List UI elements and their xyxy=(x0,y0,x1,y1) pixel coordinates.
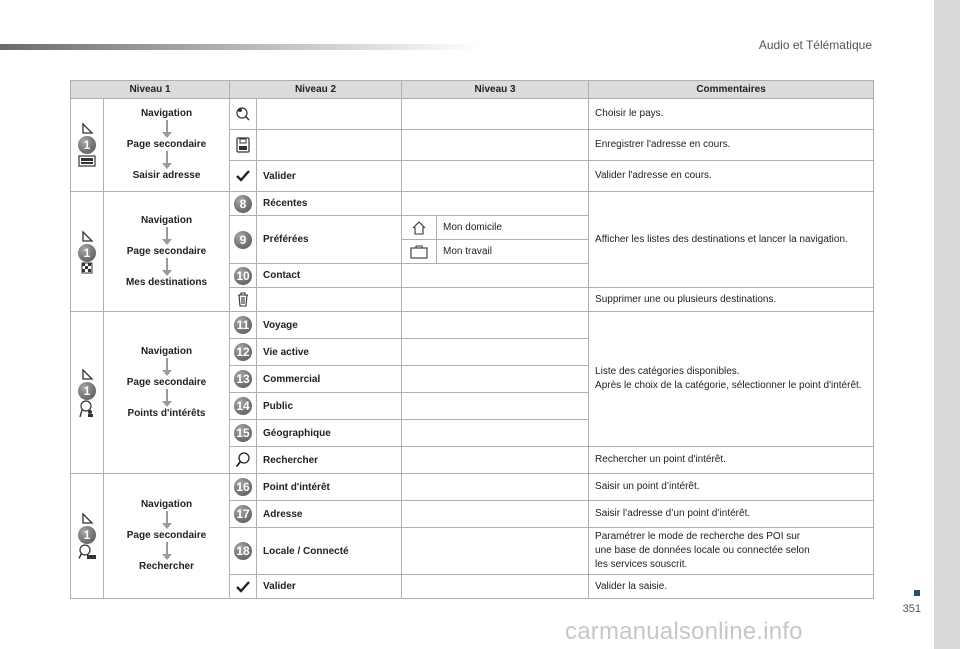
step-badge-1: 1 xyxy=(78,136,96,154)
level2-label-cell: Valider xyxy=(257,575,402,599)
step-badge-15: 15 xyxy=(234,424,252,442)
down-arrow-icon xyxy=(162,542,172,561)
level2-badge-cell xyxy=(230,216,257,264)
navigation-menu-table xyxy=(70,80,874,599)
level2-label-cell xyxy=(257,130,402,161)
shared-comment-cell: Afficher les listes des destinations et lancer la navigation. xyxy=(589,192,874,288)
column-header-level3: Niveau 3 xyxy=(402,81,589,99)
comment-line: Paramétrer le mode de recherche des POI sur xyxy=(595,531,801,542)
group4-level1-cell xyxy=(104,474,230,599)
down-arrow-icon xyxy=(162,151,172,170)
level3-cell xyxy=(402,99,589,130)
header-gradient-bar xyxy=(0,44,480,50)
level2-label-cell: Voyage xyxy=(257,312,402,339)
comment-cell: Saisir l’adresse d’un point d’intérêt. xyxy=(589,501,874,528)
level2-icon-cell xyxy=(230,447,257,474)
level2-badge-cell xyxy=(230,420,257,447)
level1-navigation: Navigation xyxy=(140,214,193,226)
level2-badge-cell xyxy=(230,264,257,288)
comment-cell: Valider la saisie. xyxy=(589,575,874,599)
down-arrow-icon xyxy=(162,120,172,139)
level2-badge-cell xyxy=(230,312,257,339)
level2-label-cell: Locale / Connecté xyxy=(257,528,402,575)
side-strip xyxy=(934,0,960,649)
group2-level1-cell xyxy=(104,192,230,312)
poi-person-icon xyxy=(79,400,95,418)
level1-navigation: Navigation xyxy=(140,499,193,510)
comment-line: Après le choix de la catégorie, sélectionner le point d'intérêt. xyxy=(595,380,862,391)
level2-label-cell: Préférées xyxy=(257,216,402,264)
level3-cell xyxy=(402,264,589,288)
comment-cell xyxy=(589,528,874,575)
level1-navigation: Navigation xyxy=(140,108,193,119)
step-badge-12: 12 xyxy=(234,343,252,361)
group2-icons-cell xyxy=(71,192,104,312)
level2-badge-cell xyxy=(230,528,257,575)
level2-label-cell: Commercial xyxy=(257,366,402,393)
save-disk-icon xyxy=(230,137,256,153)
home-icon xyxy=(402,221,436,235)
comment-cell: Choisir le pays. xyxy=(589,99,874,130)
level2-label-cell: Rechercher xyxy=(257,447,402,474)
step-badge-10: 10 xyxy=(234,267,252,285)
level3-label-cell: Mon travail xyxy=(437,240,589,264)
level3-cell xyxy=(402,366,589,393)
globe-search-icon xyxy=(230,106,256,122)
down-arrow-icon xyxy=(162,227,172,246)
column-header-level2: Niveau 2 xyxy=(230,81,402,99)
comment-line: une base de données locale ou connectée selon xyxy=(595,545,810,556)
level3-cell xyxy=(402,161,589,192)
level3-icon-cell xyxy=(402,216,437,240)
step-badge-9: 9 xyxy=(234,231,252,249)
step-badge-1: 1 xyxy=(78,526,96,544)
level1-page-secondaire: Page secondaire xyxy=(126,245,207,257)
step-badge-1: 1 xyxy=(78,244,96,262)
shared-comment-cell xyxy=(589,312,874,447)
page-header-title: Audio et Télématique xyxy=(758,38,872,52)
level3-cell xyxy=(402,339,589,366)
comment-cell: Enregistrer l'adresse en cours. xyxy=(589,130,874,161)
down-arrow-icon xyxy=(162,258,172,277)
group1-icons-cell xyxy=(71,99,104,192)
level3-cell xyxy=(402,312,589,339)
level2-badge-cell xyxy=(230,501,257,528)
level3-icon-cell xyxy=(402,240,437,264)
step-badge-18: 18 xyxy=(234,542,252,560)
level3-cell xyxy=(402,288,589,312)
level2-label-cell xyxy=(257,288,402,312)
table-header-row xyxy=(71,81,874,99)
table-row xyxy=(71,99,874,130)
level2-label-cell: Public xyxy=(257,393,402,420)
page-corner-mark xyxy=(914,590,920,596)
checkered-flag-icon xyxy=(81,262,93,274)
level2-icon-cell xyxy=(230,575,257,599)
level1-mes-destinations: Mes destinations xyxy=(125,276,208,288)
level1-saisir-adresse: Saisir adresse xyxy=(132,170,201,181)
briefcase-icon xyxy=(402,245,436,259)
group4-icons-cell xyxy=(71,474,104,599)
level2-icon-cell xyxy=(230,161,257,192)
level1-points-interets: Points d'intérêts xyxy=(127,407,206,419)
column-header-level1: Niveau 1 xyxy=(71,81,230,99)
level1-page-secondaire: Page secondaire xyxy=(126,376,207,388)
level2-label-cell: Valider xyxy=(257,161,402,192)
checkmark-icon xyxy=(230,581,256,593)
level1-rechercher: Rechercher xyxy=(138,561,195,572)
comment-line: Liste des catégories disponibles. xyxy=(595,366,740,377)
level2-label-cell: Géographique xyxy=(257,420,402,447)
page-number: 351 xyxy=(902,603,921,615)
column-header-comments: Commentaires xyxy=(589,81,874,99)
level2-label-cell: Point d'intérêt xyxy=(257,474,402,501)
level2-icon-cell xyxy=(230,130,257,161)
step-badge-17: 17 xyxy=(234,505,252,523)
checkmark-icon xyxy=(230,170,256,182)
level2-badge-cell xyxy=(230,366,257,393)
level1-page-secondaire: Page secondaire xyxy=(126,139,207,150)
level1-navigation: Navigation xyxy=(140,345,193,357)
navigation-arrow-icon xyxy=(80,368,94,382)
step-badge-14: 14 xyxy=(234,397,252,415)
step-badge-16: 16 xyxy=(234,478,252,496)
level3-cell xyxy=(402,393,589,420)
level3-cell xyxy=(402,575,589,599)
comment-cell: Saisir un point d’intérêt. xyxy=(589,474,874,501)
level3-cell xyxy=(402,474,589,501)
trash-icon xyxy=(230,292,256,307)
group3-level1-cell xyxy=(104,312,230,474)
level3-cell xyxy=(402,528,589,575)
group3-icons-cell xyxy=(71,312,104,474)
level2-badge-cell xyxy=(230,339,257,366)
navigation-arrow-icon xyxy=(80,122,94,136)
step-badge-8: 8 xyxy=(234,195,252,213)
table-row xyxy=(71,192,874,216)
magnifier-icon xyxy=(230,452,256,468)
step-badge-11: 11 xyxy=(234,316,252,334)
navigation-arrow-icon xyxy=(80,230,94,244)
table-row xyxy=(71,312,874,339)
level2-icon-cell xyxy=(230,288,257,312)
step-badge-13: 13 xyxy=(234,370,252,388)
level3-cell xyxy=(402,130,589,161)
level3-cell xyxy=(402,192,589,216)
keyboard-icon xyxy=(78,154,96,168)
level2-label-cell: Vie active xyxy=(257,339,402,366)
site-watermark: carmanualsonline.info xyxy=(565,618,803,645)
level2-label-cell: Récentes xyxy=(257,192,402,216)
level2-label-cell xyxy=(257,99,402,130)
level3-cell xyxy=(402,420,589,447)
table-row xyxy=(71,474,874,501)
level3-label-cell: Mon domicile xyxy=(437,216,589,240)
search-abc-icon xyxy=(78,544,96,560)
navigation-arrow-icon xyxy=(80,512,94,526)
step-badge-1: 1 xyxy=(78,382,96,400)
group1-level1-cell xyxy=(104,99,230,192)
down-arrow-icon xyxy=(162,358,172,377)
comment-line: les services souscrit. xyxy=(595,559,688,570)
level2-icon-cell xyxy=(230,99,257,130)
level1-page-secondaire: Page secondaire xyxy=(126,530,207,541)
level2-badge-cell xyxy=(230,192,257,216)
comment-cell: Valider l'adresse en cours. xyxy=(589,161,874,192)
down-arrow-icon xyxy=(162,389,172,408)
level2-label-cell: Adresse xyxy=(257,501,402,528)
down-arrow-icon xyxy=(162,511,172,530)
level2-label-cell: Contact xyxy=(257,264,402,288)
level3-cell xyxy=(402,447,589,474)
level2-badge-cell xyxy=(230,474,257,501)
comment-cell: Rechercher un point d'intérêt. xyxy=(589,447,874,474)
level2-badge-cell xyxy=(230,393,257,420)
comment-cell: Supprimer une ou plusieurs destinations. xyxy=(589,288,874,312)
level3-cell xyxy=(402,501,589,528)
